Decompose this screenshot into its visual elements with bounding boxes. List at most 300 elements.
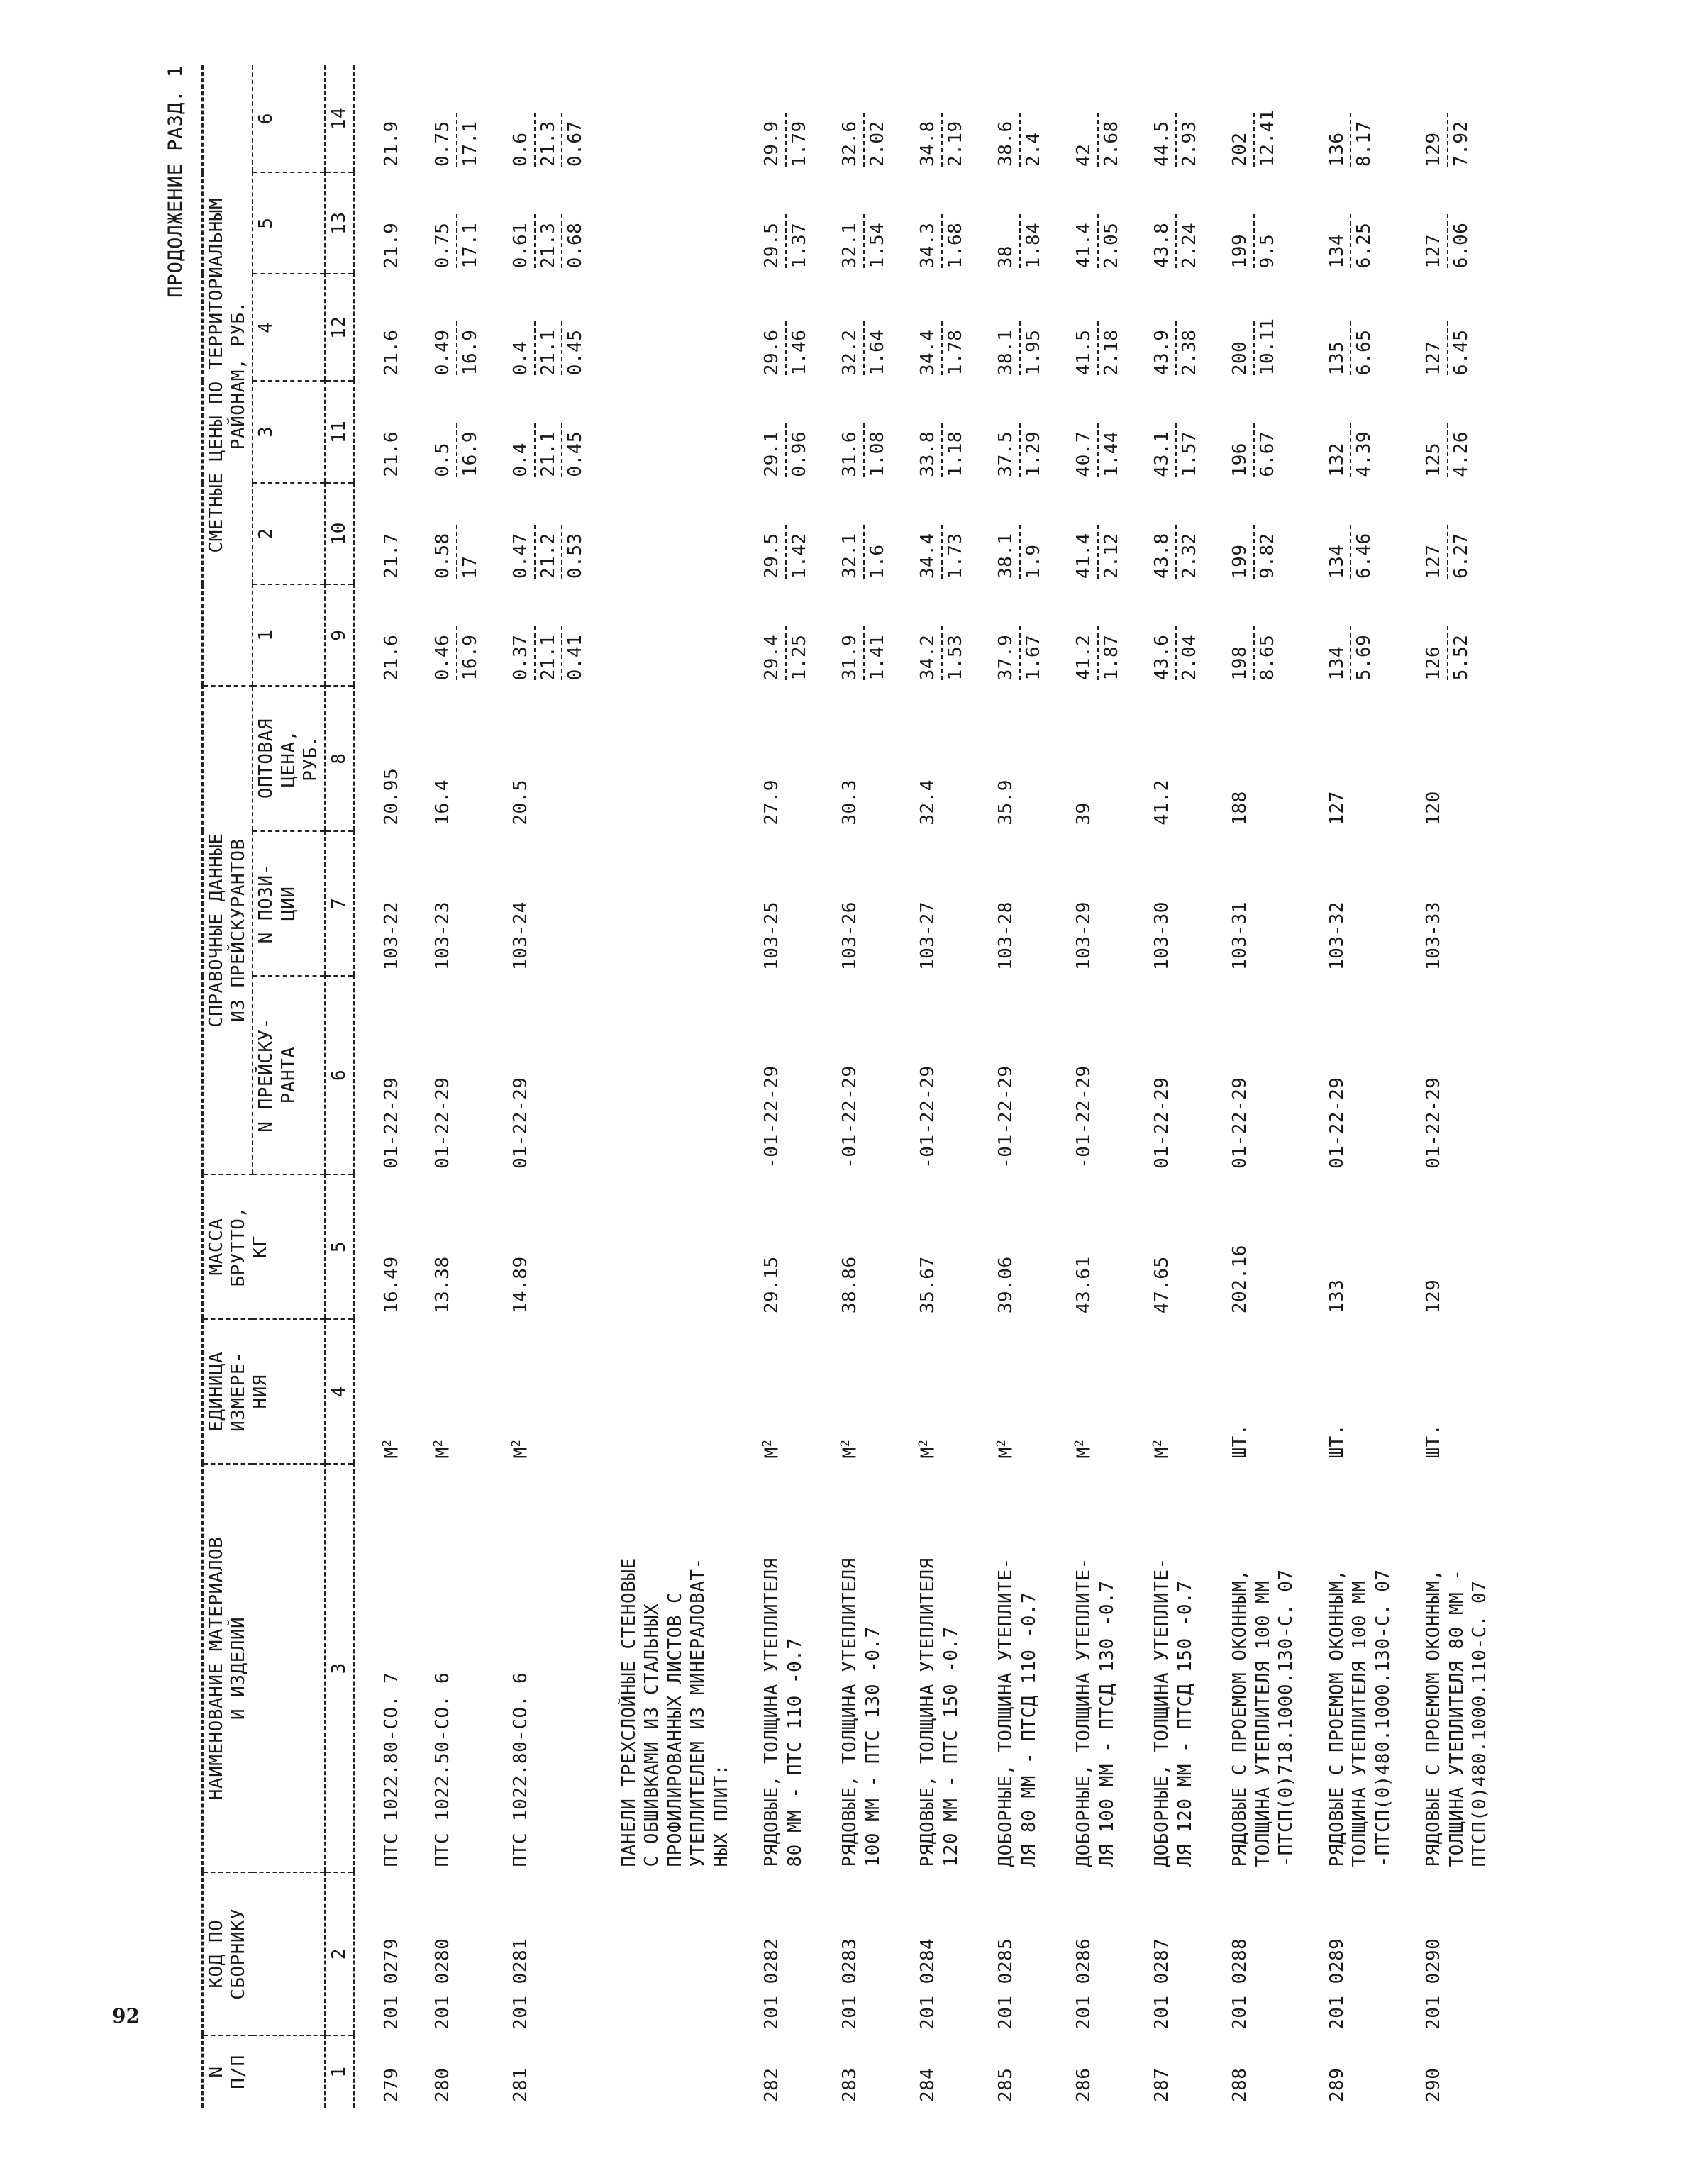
fraction-rule — [456, 525, 458, 579]
fraction-rule — [785, 525, 787, 579]
price-value: 135 — [1326, 340, 1348, 376]
row-unit: $М^2$ — [916, 1439, 939, 1459]
price-value: 21.9 — [381, 222, 403, 269]
column-number: 1 — [325, 2035, 353, 2108]
price-value: 0.49 — [432, 329, 454, 376]
row-price-region-6 — [484, 65, 589, 172]
row-code: 201 0287 — [1151, 1938, 1173, 2030]
row-wholesale-price: 41.2 — [1151, 779, 1173, 826]
fraction-rule — [863, 113, 865, 167]
price-value: 0.4 — [510, 340, 532, 376]
row-price-region-2 — [891, 483, 969, 584]
fraction-rule — [1097, 214, 1099, 268]
price-value: 1.67 — [1022, 634, 1044, 681]
row-price-region-2 — [1125, 483, 1203, 584]
row-price-region-6 — [406, 65, 484, 172]
fraction-rule — [1097, 525, 1099, 579]
price-value: 6.27 — [1450, 533, 1472, 579]
table-row — [354, 65, 406, 2108]
price-value: 21.7 — [381, 533, 403, 579]
fraction-rule — [1350, 113, 1351, 167]
row-wholesale-price: 120 — [1423, 791, 1445, 826]
fraction-rule — [1019, 423, 1021, 477]
price-value: 1.29 — [1022, 430, 1044, 477]
fraction-rule — [785, 626, 787, 680]
price-value: 8.65 — [1256, 634, 1278, 681]
row-catalog: -01-22-29 — [839, 1065, 861, 1169]
row-price-region-3 — [1125, 381, 1203, 482]
fraction-rule — [561, 214, 562, 268]
price-value: 21.1 — [537, 430, 559, 477]
price-value: 0.58 — [432, 533, 454, 579]
price-value: 29.5 — [761, 533, 783, 579]
price-value: 136 — [1326, 132, 1348, 167]
fraction-rule — [1253, 525, 1255, 579]
price-value: 43.9 — [1151, 329, 1173, 376]
price-value: 1.37 — [788, 222, 810, 269]
price-value: 38.6 — [995, 121, 1017, 167]
row-price-region-1 — [354, 584, 406, 686]
row-catalog: 01-22-29 — [1151, 1077, 1173, 1169]
fraction-rule — [941, 626, 943, 680]
price-value: 134 — [1326, 645, 1348, 681]
row-unit: ШТ. — [1229, 1424, 1251, 1459]
fraction-rule — [561, 525, 562, 579]
row-price-region-4 — [354, 274, 406, 381]
fraction-rule — [456, 321, 458, 375]
row-number: 282 — [761, 2067, 783, 2102]
row-wholesale-price: 16.4 — [432, 779, 454, 826]
row-price-region-4 — [1397, 274, 1494, 381]
price-value: 198 — [1229, 645, 1251, 681]
column-number: 11 — [325, 381, 353, 482]
row-price-region-6 — [1300, 65, 1397, 172]
row-wholesale-price: 30.3 — [839, 779, 861, 826]
table-row — [1397, 65, 1494, 2108]
empty-cell — [589, 65, 736, 172]
price-value: 2.18 — [1100, 329, 1122, 376]
price-value: 2.24 — [1178, 222, 1200, 269]
price-value: 202 — [1229, 132, 1251, 167]
row-price-region-2 — [1203, 483, 1300, 584]
empty-cell — [589, 686, 736, 830]
price-value: 32.6 — [839, 121, 861, 167]
fraction-rule — [941, 321, 943, 375]
row-position: 103-32 — [1326, 901, 1348, 970]
price-value: 43.1 — [1151, 430, 1173, 477]
row-position: 103-31 — [1229, 901, 1251, 970]
row-price-region-1 — [406, 584, 484, 686]
row-name: РЯДОВЫЕ, ТОЛЩИНА УТЕПЛИТЕЛЯ 120 ММ - ПТС 150 -0.7 — [917, 1557, 962, 1867]
row-price-region-3 — [813, 381, 891, 482]
row-price-region-3 — [1047, 381, 1125, 482]
column-number: 6 — [325, 976, 353, 1174]
row-number: 287 — [1151, 2067, 1173, 2102]
row-wholesale-price: 32.4 — [917, 779, 939, 826]
fraction-rule — [1019, 113, 1021, 167]
fraction-rule — [534, 214, 536, 268]
fraction-rule — [561, 113, 562, 167]
fraction-rule — [785, 423, 787, 477]
row-mass: 202.16 — [1229, 1245, 1251, 1314]
price-value: 34.3 — [917, 222, 939, 269]
rotated-page — [45, 37, 1663, 2136]
row-number: 280 — [432, 2067, 454, 2102]
row-catalog: 01-22-29 — [510, 1077, 532, 1169]
row-wholesale-price: 39 — [1073, 802, 1095, 826]
row-price-region-1 — [969, 584, 1047, 686]
fraction-rule — [534, 626, 536, 680]
price-value: 0.67 — [565, 121, 587, 167]
price-value: 1.41 — [866, 634, 888, 681]
price-table — [201, 65, 1494, 2108]
price-value: 38.1 — [995, 533, 1017, 579]
price-value: 37.9 — [995, 634, 1017, 681]
fraction-rule — [1253, 321, 1255, 375]
row-catalog: 01-22-29 — [1423, 1077, 1445, 1169]
price-value: 1.68 — [944, 222, 966, 269]
row-number: 288 — [1229, 2067, 1251, 2102]
row-price-region-1 — [1047, 584, 1125, 686]
row-price-region-5 — [891, 172, 969, 274]
row-price-region-3 — [891, 381, 969, 482]
fraction-rule — [1175, 423, 1177, 477]
price-value: 6.65 — [1353, 329, 1375, 376]
price-value: 29.5 — [761, 222, 783, 269]
row-number: 284 — [917, 2067, 939, 2102]
price-value: 0.96 — [788, 430, 810, 477]
row-price-region-5 — [1125, 172, 1203, 274]
header-wholesale: ОПТОВАЯ ЦЕНА, РУБ. — [253, 686, 325, 830]
row-number: 290 — [1423, 2067, 1445, 2102]
fraction-rule — [1253, 423, 1255, 477]
price-value: 1.53 — [944, 634, 966, 681]
table-row — [735, 65, 813, 2108]
row-name: РЯДОВЫЕ С ПРОЕМОМ ОКОННЫМ, ТОЛЩИНА УТЕПЛИТЕЛЯ 100 ММ -ПТСП(0)718.1000.130-С. 07 — [1229, 1569, 1297, 1867]
price-value: 0.45 — [565, 430, 587, 477]
empty-cell — [589, 976, 736, 1174]
row-code: 201 0283 — [839, 1938, 861, 2030]
header-catalog: N ПРЕЙСКУ- РАНТА — [253, 976, 325, 1174]
row-wholesale-price: 188 — [1229, 791, 1251, 826]
row-price-region-5 — [1047, 172, 1125, 274]
continuation-label: ПРОДОЛЖЕНИЕ РАЗД. 1 — [165, 65, 187, 298]
price-value: 34.4 — [917, 533, 939, 579]
fraction-rule — [941, 113, 943, 167]
row-price-region-1 — [1397, 584, 1494, 686]
row-name: РЯДОВЫЕ С ПРОЕМОМ ОКОННЫМ, ТОЛЩИНА УТЕПЛИТЕЛЯ 100 ММ -ПТСП(0)480.1000.130-С. 07 — [1326, 1569, 1394, 1867]
price-value: 38 — [995, 245, 1017, 269]
row-name: РЯДОВЫЕ, ТОЛЩИНА УТЕПЛИТЕЛЯ 100 ММ - ПТС 130 -0.7 — [839, 1557, 884, 1867]
price-value: 1.44 — [1100, 430, 1122, 477]
header-name: НАИМЕНОВАНИЕ МАТЕРИАЛОВ И ИЗДЕЛИЙ — [203, 1464, 326, 1872]
row-number: 281 — [510, 2067, 532, 2102]
price-value: 7.92 — [1450, 121, 1472, 167]
price-value: 129 — [1423, 132, 1445, 167]
column-number: 13 — [325, 172, 353, 274]
price-value: 17.1 — [459, 222, 481, 269]
fraction-rule — [941, 214, 943, 268]
row-wholesale-price: 35.9 — [995, 779, 1017, 826]
row-mass: 38.86 — [839, 1256, 861, 1314]
price-value: 6.06 — [1450, 222, 1472, 269]
empty-cell — [589, 483, 736, 584]
price-value: 6.45 — [1450, 329, 1472, 376]
fraction-rule — [456, 626, 458, 680]
price-value: 41.2 — [1073, 634, 1095, 681]
fraction-rule — [1350, 423, 1351, 477]
row-price-region-1 — [813, 584, 891, 686]
price-value: 41.4 — [1073, 533, 1095, 579]
row-mass: 47.65 — [1151, 1256, 1173, 1314]
row-code: 201 0285 — [995, 1938, 1017, 2030]
row-price-region-4 — [1300, 274, 1397, 381]
row-price-region-2 — [354, 483, 406, 584]
row-price-region-4 — [1125, 274, 1203, 381]
row-price-region-1 — [1125, 584, 1203, 686]
row-number: 286 — [1073, 2067, 1095, 2102]
row-wholesale-price: 20.95 — [381, 767, 403, 826]
table-row — [969, 65, 1047, 2108]
price-value: 0.75 — [432, 121, 454, 167]
fraction-rule — [863, 525, 865, 579]
row-unit: ШТ. — [1326, 1424, 1348, 1459]
row-price-region-4 — [735, 274, 813, 381]
fraction-rule — [1019, 214, 1021, 268]
price-value: 1.64 — [866, 329, 888, 376]
row-price-region-4 — [484, 274, 589, 381]
row-mass: 39.06 — [995, 1256, 1017, 1314]
row-price-region-5 — [969, 172, 1047, 274]
row-price-region-6 — [1397, 65, 1494, 172]
row-price-region-2 — [969, 483, 1047, 584]
price-value: 29.6 — [761, 329, 783, 376]
price-value: 127 — [1423, 340, 1445, 376]
price-value: 12.41 — [1256, 109, 1278, 167]
row-unit: $М^2$ — [994, 1439, 1017, 1459]
row-price-region-6 — [891, 65, 969, 172]
row-number: 279 — [381, 2067, 403, 2102]
price-value: 1.73 — [944, 533, 966, 579]
row-price-region-3 — [354, 381, 406, 482]
row-price-region-3 — [969, 381, 1047, 482]
row-mass: 35.67 — [917, 1256, 939, 1314]
price-value: 37.5 — [995, 430, 1017, 477]
price-value: 1.54 — [866, 222, 888, 269]
table-row — [1203, 65, 1300, 2108]
row-catalog: -01-22-29 — [1073, 1065, 1095, 1169]
row-catalog: -01-22-29 — [917, 1065, 939, 1169]
column-number: 7 — [325, 831, 353, 976]
row-name: РЯДОВЫЕ С ПРОЕМОМ ОКОННЫМ, ТОЛЩИНА УТЕПЛИТЕЛЯ 80 ММ - ПТСП(0)480.1000.110-С. 07 — [1423, 1569, 1491, 1867]
price-value: 32.1 — [839, 222, 861, 269]
price-value: 16.9 — [459, 430, 481, 477]
row-price-region-4 — [406, 274, 484, 381]
fraction-rule — [785, 214, 787, 268]
fraction-rule — [561, 423, 562, 477]
row-price-region-6 — [354, 65, 406, 172]
row-code: 201 0282 — [761, 1938, 783, 2030]
price-value: 9.5 — [1256, 233, 1278, 269]
price-value: 44.5 — [1151, 121, 1173, 167]
price-value: 6.46 — [1353, 533, 1375, 579]
header-n: N П/П — [203, 2035, 326, 2108]
price-value: 21.6 — [381, 634, 403, 681]
price-value: 6.25 — [1353, 222, 1375, 269]
fraction-rule — [1019, 321, 1021, 375]
empty-cell — [589, 1174, 736, 1319]
row-price-region-1 — [1203, 584, 1300, 686]
price-value: 33.8 — [917, 430, 939, 477]
fraction-rule — [785, 321, 787, 375]
price-value: 5.69 — [1353, 634, 1375, 681]
price-value: 2.19 — [944, 121, 966, 167]
row-name: ДОБОРНЫЕ, ТОЛЩИНА УТЕПЛИТЕ- ЛЯ 80 ММ - ПТСД 110 -0.7 — [995, 1557, 1040, 1867]
price-value: 2.32 — [1178, 533, 1200, 579]
row-code: 201 0284 — [917, 1938, 939, 2030]
header-position: N ПОЗИ- ЦИИ — [253, 831, 325, 976]
fraction-rule — [1447, 626, 1448, 680]
price-value: 34.2 — [917, 634, 939, 681]
row-unit: ШТ. — [1423, 1424, 1445, 1459]
row-price-region-3 — [1203, 381, 1300, 482]
row-name: ПТС 1022.80-СО. 6 — [510, 1672, 532, 1867]
header-region-3: 3 — [253, 381, 325, 482]
row-catalog: 01-22-29 — [432, 1077, 454, 1169]
row-price-region-5 — [1300, 172, 1397, 274]
price-value: 21.6 — [381, 329, 403, 376]
price-value: 4.39 — [1353, 430, 1375, 477]
price-value: 21.2 — [537, 533, 559, 579]
fraction-rule — [561, 626, 562, 680]
row-price-region-5 — [1203, 172, 1300, 274]
row-position: 103-30 — [1151, 901, 1173, 970]
price-value: 1.08 — [866, 430, 888, 477]
price-value: 16.9 — [459, 329, 481, 376]
row-price-region-1 — [735, 584, 813, 686]
price-value: 0.37 — [510, 634, 532, 681]
price-value: 2.02 — [866, 121, 888, 167]
price-value: 31.9 — [839, 634, 861, 681]
row-position: 103-28 — [995, 901, 1017, 970]
fraction-rule — [1447, 423, 1448, 477]
fraction-rule — [1447, 525, 1448, 579]
row-price-region-4 — [813, 274, 891, 381]
price-value: 6.67 — [1256, 430, 1278, 477]
price-value: 2.93 — [1178, 121, 1200, 167]
row-price-region-6 — [1125, 65, 1203, 172]
price-value: 9.82 — [1256, 533, 1278, 579]
price-value: 0.68 — [565, 222, 587, 269]
row-position: 103-22 — [381, 901, 403, 970]
price-value: 199 — [1229, 544, 1251, 579]
fraction-rule — [863, 321, 865, 375]
price-value: 0.45 — [565, 329, 587, 376]
row-name: ДОБОРНЫЕ, ТОЛЩИНА УТЕПЛИТЕ- ЛЯ 120 ММ - ПТСД 150 -0.7 — [1151, 1557, 1196, 1867]
row-price-region-6 — [969, 65, 1047, 172]
header-reference-group: СПРАВОЧНЫЕ ДАННЫЕ ИЗ ПРЕЙСКУРАНТОВ — [203, 686, 253, 1174]
price-value: 0.47 — [510, 533, 532, 579]
row-price-region-2 — [1300, 483, 1397, 584]
row-position: 103-27 — [917, 901, 939, 970]
fraction-rule — [456, 423, 458, 477]
row-price-region-1 — [891, 584, 969, 686]
row-price-region-4 — [891, 274, 969, 381]
price-value: 43.6 — [1151, 634, 1173, 681]
price-value: 29.4 — [761, 634, 783, 681]
fraction-rule — [1350, 525, 1351, 579]
empty-cell — [589, 584, 736, 686]
price-value: 132 — [1326, 443, 1348, 477]
row-price-region-5 — [1397, 172, 1494, 274]
row-price-region-1 — [484, 584, 589, 686]
fraction-rule — [863, 423, 865, 477]
price-value: 0.75 — [432, 222, 454, 269]
row-price-region-6 — [1047, 65, 1125, 172]
column-number: 4 — [325, 1319, 353, 1464]
row-price-region-4 — [969, 274, 1047, 381]
price-value: 1.42 — [788, 533, 810, 579]
row-unit: $М^2$ — [760, 1439, 783, 1459]
fraction-rule — [1097, 626, 1099, 680]
row-price-region-5 — [406, 172, 484, 274]
row-code: 201 0286 — [1073, 1938, 1095, 2030]
price-value: 17.1 — [459, 121, 481, 167]
row-price-region-5 — [484, 172, 589, 274]
row-price-region-6 — [1203, 65, 1300, 172]
table-row — [891, 65, 969, 2108]
price-value: 8.17 — [1353, 121, 1375, 167]
price-value: 32.1 — [839, 533, 861, 579]
fraction-rule — [534, 113, 536, 167]
table-row — [1125, 65, 1203, 2108]
column-number: 5 — [325, 1174, 353, 1319]
page-number: 92 — [112, 2004, 140, 2028]
row-price-region-4 — [1203, 274, 1300, 381]
row-price-region-3 — [1300, 381, 1397, 482]
header-region-5: 5 — [253, 172, 325, 274]
fraction-rule — [1175, 626, 1177, 680]
price-value: 1.87 — [1100, 634, 1122, 681]
price-value: 2.05 — [1100, 222, 1122, 269]
fraction-rule — [1019, 626, 1021, 680]
price-value: 127 — [1423, 544, 1445, 579]
row-catalog: 01-22-29 — [1326, 1077, 1348, 1169]
row-position: 103-23 — [432, 901, 454, 970]
empty-cell — [589, 274, 736, 381]
row-mass: 16.49 — [381, 1256, 403, 1314]
price-value: 0.6 — [510, 132, 532, 167]
row-position: 103-29 — [1073, 901, 1095, 970]
header-region-6: 6 — [253, 65, 325, 172]
row-mass: 129 — [1423, 1279, 1445, 1314]
fraction-rule — [1253, 113, 1255, 167]
price-value: 43.8 — [1151, 222, 1173, 269]
price-value: 196 — [1229, 443, 1251, 477]
row-catalog: 01-22-29 — [381, 1077, 403, 1169]
fraction-rule — [1253, 214, 1255, 268]
fraction-rule — [534, 525, 536, 579]
row-unit: $М^2$ — [380, 1439, 403, 1459]
fraction-rule — [534, 321, 536, 375]
row-price-region-2 — [406, 483, 484, 584]
price-value: 0.5 — [432, 443, 454, 477]
price-value: 21.3 — [537, 121, 559, 167]
row-unit: $М^2$ — [1072, 1439, 1095, 1459]
price-value: 31.6 — [839, 430, 861, 477]
price-value: 10.11 — [1256, 318, 1278, 376]
row-position: 103-26 — [839, 901, 861, 970]
